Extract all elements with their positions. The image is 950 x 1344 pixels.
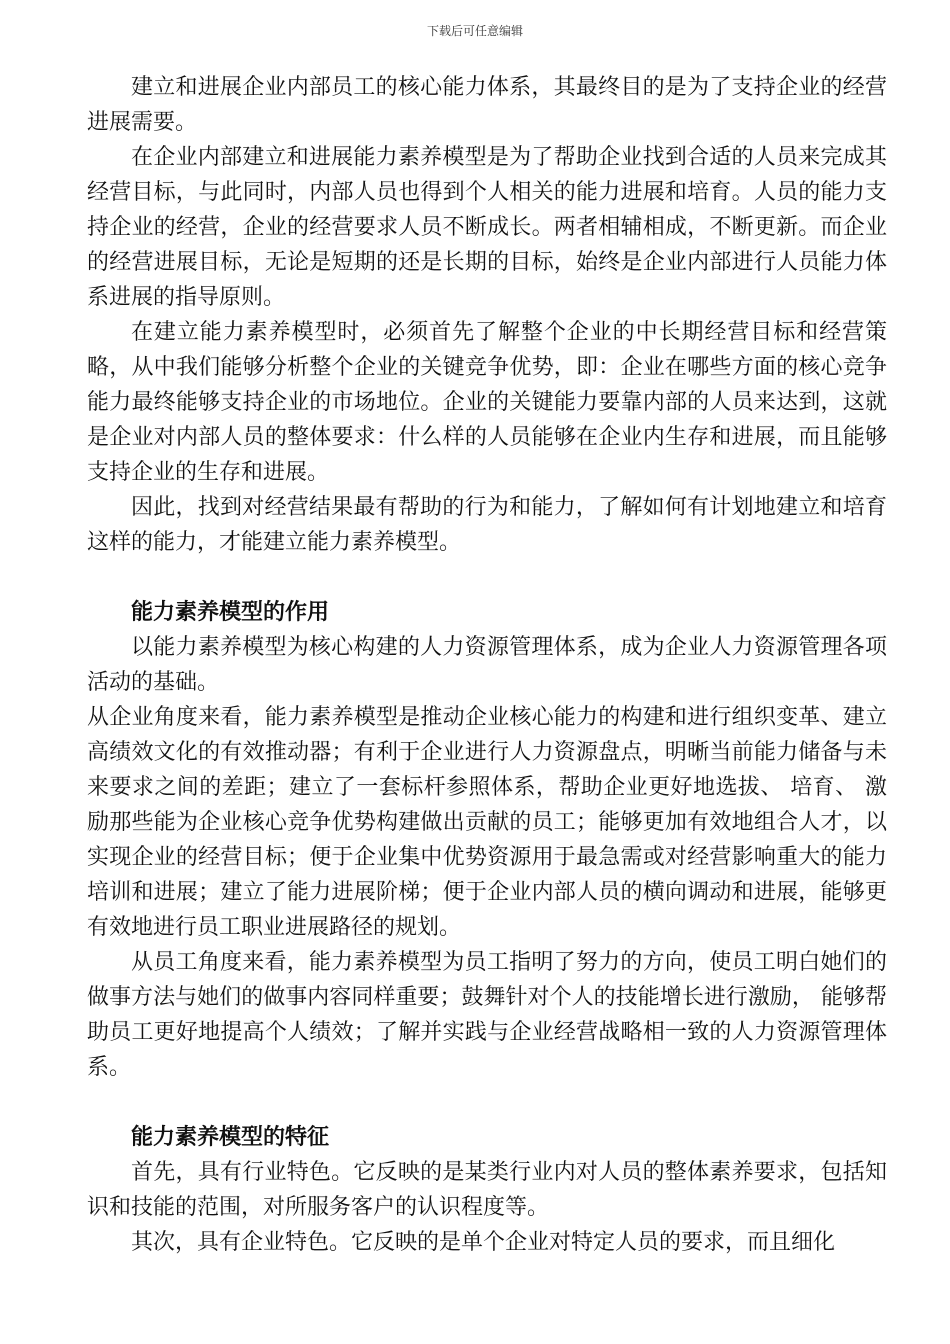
paragraph-core-purpose: 建立和进展企业内部员工的核心能力体系，其最终目的是为了支持企业的经营进展需要。	[87, 75, 887, 135]
spacer	[87, 1085, 887, 1120]
document-body	[87, 70, 887, 1260]
paragraph-conclusion: 因此，找到对经营结果最有帮助的行为和能力，了解如何有计划地建立和培育这样的能力，才能建立能力素养模型。	[87, 495, 887, 555]
paragraph-enterprise-feature: 其次，具有企业特色。它反映的是单个企业对特定人员的要求，而且细化	[131, 1230, 836, 1255]
spacer	[87, 560, 887, 595]
paragraph-enterprise-view: 从企业角度来看，能力素养模型是推动企业核心能力的构建和进行组织变革、建立高绩效文化的有效推动器；有利于企业进行人力资源盘点，明晰当前能力储备与未来要求之间的差距；建立了一套标杆参照体系，帮助企业更好地选拔、 培育、 激励那些能为企业核心竞争优势构建做出贡献的员工；能够更加有效地组合人才，以实现企业的经营目标；便于企业集中优势资源用于最急需或对经营影响重大的能力培训和进展；建立了能力进展阶梯；便于企业内部人员的横向调动和进展，能够更有效地进行员工职业进展路径的规划。	[87, 705, 887, 940]
paragraph-foundation: 以能力素养模型为核心构建的人力资源管理体系，成为企业人力资源管理各项活动的基础。	[87, 635, 887, 695]
section-title-function: 能力素养模型的作用	[131, 600, 330, 625]
section-title-features: 能力素养模型的特征	[131, 1125, 330, 1150]
page-header: 下载后可任意编辑	[426, 24, 523, 38]
paragraph-build-model: 在企业内部建立和进展能力素养模型是为了帮助企业找到合适的人员来完成其经营目标，与此同时，内部人员也得到个人相关的能力进展和培育。人员的能力支持企业的经营，企业的经营要求人员不断成长。两者相辅相成，不断更新。而企业的经营进展目标，无论是短期的还是长期的目标，始终是企业内部进行人员能力体系进展的指导原则。	[87, 145, 887, 310]
paragraph-build-steps: 在建立能力素养模型时，必须首先了解整个企业的中长期经营目标和经营策略，从中我们能够分析整个企业的关键竞争优势，即：企业在哪些方面的核心竞争能力最终能够支持企业的市场地位。企业的关键能力要靠内部的人员来达到，这就是企业对内部人员的整体要求：什么样的人员能够在企业内生存和进展，而且能够支持企业的生存和进展。	[87, 320, 887, 485]
paragraph-employee-view: 从员工角度来看，能力素养模型为员工指明了努力的方向，使员工明白她们的做事方法与她们的做事内容同样重要；鼓舞针对个人的技能增长进行激励， 能够帮助员工更好地提高个人绩效；了解并实践与企业经营战略相一致的人力资源管理体系。	[87, 950, 887, 1080]
paragraph-industry-feature: 首先，具有行业特色。它反映的是某类行业内对人员的整体素养要求，包括知识和技能的范围，对所服务客户的认识程度等。	[87, 1160, 887, 1220]
